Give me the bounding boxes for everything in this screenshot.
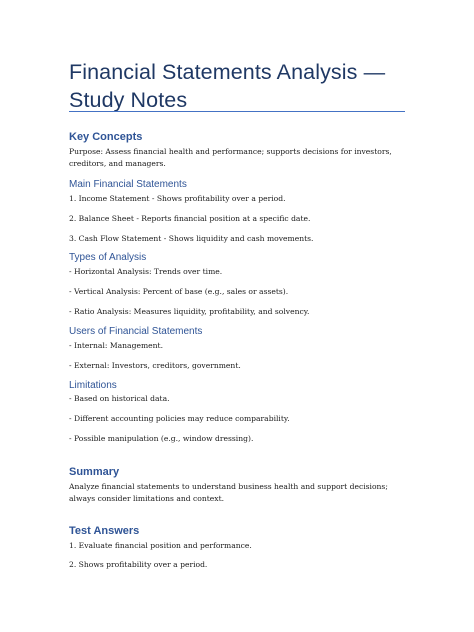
heading-limitations: Limitations	[69, 380, 117, 391]
heading-summary: Summary	[69, 466, 120, 478]
document-title: Financial Statements Analysis — Study Notes	[69, 60, 386, 112]
list-item: 3. Cash Flow Statement - Shows liquidity and cash movements.	[69, 234, 314, 243]
list-item: - Different accounting policies may reduce comparability.	[69, 414, 290, 423]
heading-key-concepts: Key Concepts	[69, 131, 143, 143]
list-item: - Based on historical data.	[69, 394, 170, 403]
list-item: 1. Income Statement - Shows profitability over a period.	[69, 194, 286, 203]
list-item: - Vertical Analysis: Percent of base (e.g., sales or assets).	[69, 287, 289, 296]
heading-types-of-analysis: Types of Analysis	[69, 252, 147, 263]
list-item: 2. Shows profitability over a period.	[69, 560, 208, 569]
list-item: - Horizontal Analysis: Trends over time.	[69, 267, 223, 276]
list-item: - Possible manipulation (e.g., window dressing).	[69, 434, 254, 443]
title-underline	[69, 111, 405, 112]
summary-text: Analyze financial statements to understand business health and support decisions; always consider limitations and context.	[69, 482, 388, 503]
heading-main-statements: Main Financial Statements	[69, 179, 187, 190]
purpose-text: Purpose: Assess financial health and performance; supports decisions for investors, creditors, and managers.	[69, 147, 392, 168]
heading-test-answers: Test Answers	[69, 525, 140, 537]
list-item: - Internal: Management.	[69, 341, 163, 350]
list-item: 2. Balance Sheet - Reports financial position at a specific date.	[69, 214, 311, 223]
list-item: 1. Evaluate financial position and performance.	[69, 541, 252, 550]
list-item: - External: Investors, creditors, government.	[69, 361, 241, 370]
list-item: - Ratio Analysis: Measures liquidity, profitability, and solvency.	[69, 307, 310, 316]
heading-users: Users of Financial Statements	[69, 326, 203, 337]
